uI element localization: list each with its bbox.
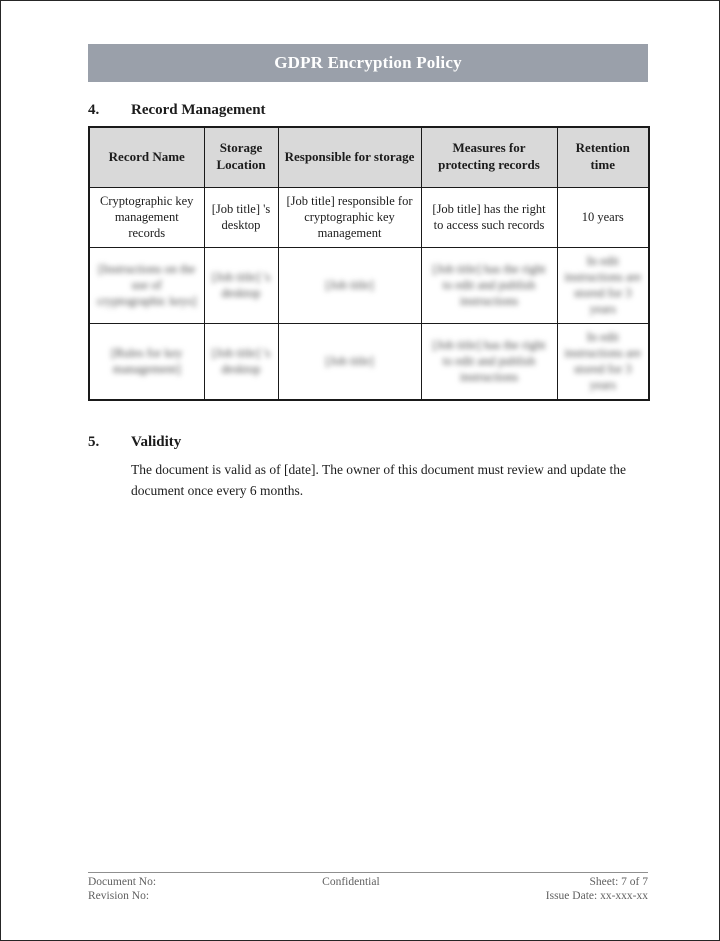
section-4-heading: [88, 102, 648, 119]
cell-measures: [Job title] has the right to edit and publish instructions: [421, 323, 557, 400]
table-header-row: [89, 127, 649, 187]
cell-measures: [Job title] has the right to edit and publish instructions: [421, 247, 557, 323]
footer-right: [546, 875, 648, 903]
table-row-blurred: [89, 247, 649, 323]
section-title: Validity: [131, 433, 182, 450]
title-banner: [88, 44, 648, 82]
cell-storage-location: [Job title] 's desktop: [204, 187, 278, 247]
cell-record-name: Cryptographic key management records: [89, 187, 204, 247]
section-number: 4.: [88, 102, 100, 118]
validity-paragraph: The document is valid as of [date]. The owner of this document must review and update the document once every 6 months.: [131, 461, 626, 498]
footer-left: [88, 875, 156, 903]
section-number: 5.: [88, 433, 100, 450]
cell-storage-location: [Job title] 's desktop: [204, 247, 278, 323]
cell-responsible: [Job title]: [278, 247, 421, 323]
footer-center: [322, 875, 380, 903]
header-measures: Measures for protecting records: [421, 127, 557, 187]
cell-responsible: [Job title] responsible for cryptographic key management: [278, 187, 421, 247]
header-record-name: Record Name: [89, 127, 204, 187]
cell-responsible: [Job title]: [278, 323, 421, 400]
section-title: Record Management: [131, 102, 266, 118]
page-title: GDPR Encryption Policy: [274, 53, 462, 72]
cell-retention: In edit instructions are stored for 3 years: [557, 323, 649, 400]
issue-date-label: Issue Date: xx-xxx-xx: [545, 890, 648, 902]
sheet-label: Sheet: 7 of 7: [589, 876, 648, 888]
confidential-label: Confidential: [322, 876, 380, 888]
document-no-label: Document No:: [88, 876, 157, 888]
section-5-heading: [88, 434, 648, 451]
cell-retention: 10 years: [557, 187, 649, 247]
cell-measures: [Job title] has the right to access such records: [421, 187, 557, 247]
revision-no-label: Revision No:: [88, 890, 150, 902]
cell-record-name: [Rules for key management]: [89, 323, 204, 400]
cell-retention: In edit instructions are stored for 3 years: [557, 247, 649, 323]
record-management-table: [88, 126, 650, 401]
cell-record-name: [Instructions on the use of cryptographic keys]: [89, 247, 204, 323]
cell-storage-location: [Job title] 's desktop: [204, 323, 278, 400]
page-footer: [88, 872, 648, 903]
header-retention-time: Retention time: [557, 127, 649, 187]
table-row: [89, 187, 649, 247]
header-responsible-for-storage: Responsible for storage: [278, 127, 421, 187]
header-storage-location: Storage Location: [204, 127, 278, 187]
table-row-blurred: [89, 323, 649, 400]
